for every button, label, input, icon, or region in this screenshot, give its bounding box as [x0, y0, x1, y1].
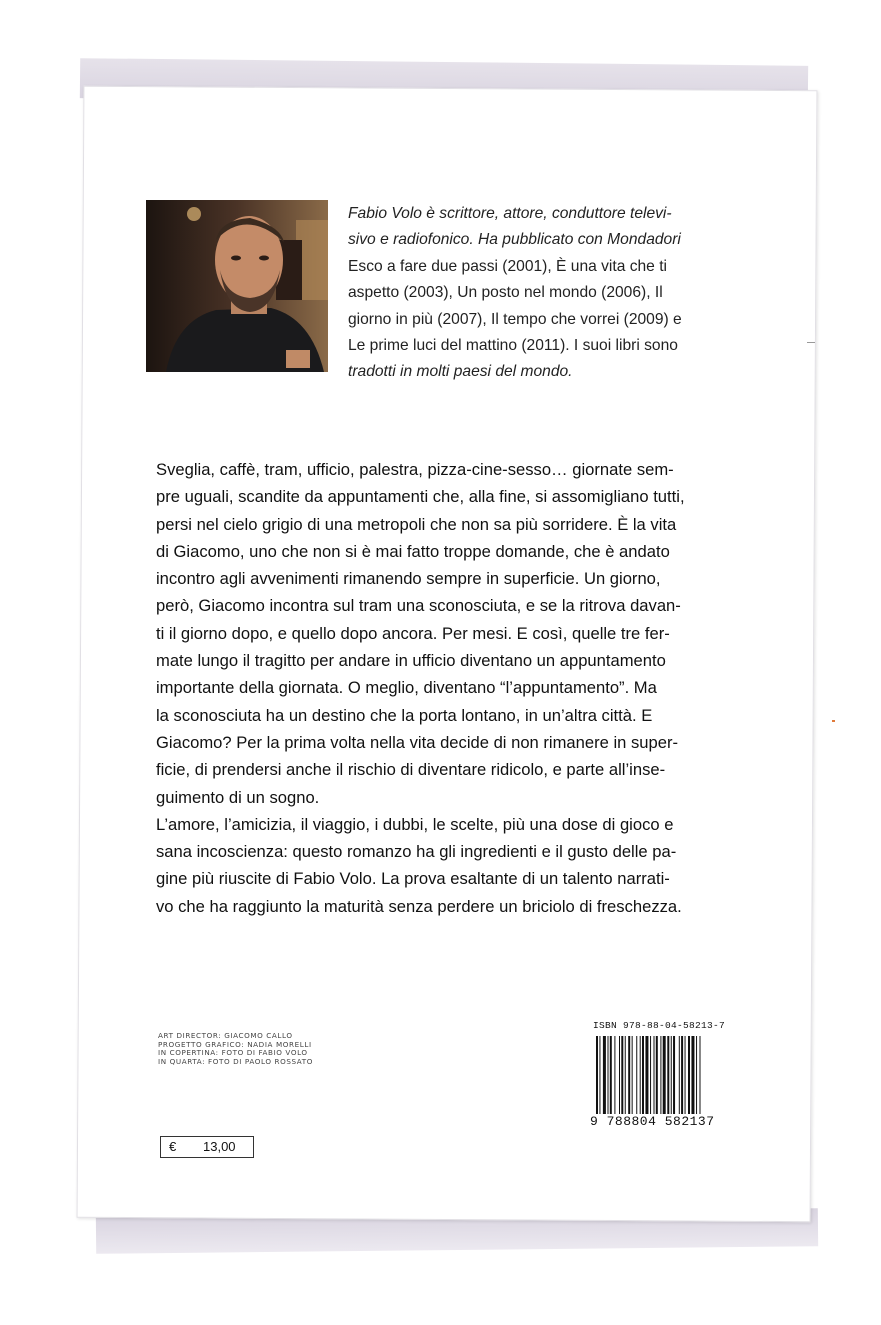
edge-mark [807, 342, 815, 343]
bio-line: tradotti in molti paesi del mondo. [348, 363, 573, 381]
book-blurb [156, 456, 784, 920]
credit-line: IN QUARTA: FOTO DI PAOLO ROSSATO [158, 1056, 314, 1066]
bio-line: Le prime luci del mattino (2011). I suoi libri sono [348, 337, 678, 355]
barcode-digits: 9 788804 582137 [590, 1114, 715, 1129]
bio-line: sivo e radiofonico. Ha pubblicato con Mondadori [348, 231, 681, 249]
blurb-line: mate lungo il tragitto per andare in ufficio diventano un appuntamento [156, 651, 666, 671]
author-portrait-icon [146, 200, 328, 372]
blurb-line: persi nel cielo grigio di una metropoli che non sa più sorridere. È la vita [156, 514, 677, 534]
credit-line: PROGETTO GRAFICO: NADIA MORELLI [158, 1039, 312, 1049]
blurb-line: pre uguali, scandite da appuntamenti che, alla fine, si assomigliano tutti, [156, 487, 685, 507]
bio-line: Fabio Volo è scrittore, attore, conduttore televi- [348, 205, 672, 222]
blurb-line: la sconosciuta ha un destino che la porta lontano, in un’altra città. E [156, 705, 653, 725]
price-amount: 13,00 [203, 1139, 236, 1154]
blurb-line: sana incoscienza: questo romanzo ha gli ingredienti e il gusto delle pa- [156, 842, 677, 862]
blurb-line: però, Giacomo incontra sul tram una sconosciuta, e se la ritrova davan- [156, 596, 681, 616]
isbn-label: ISBN 978-88-04-58213-7 [593, 1020, 726, 1031]
speck [832, 720, 835, 722]
price-box [160, 1136, 254, 1158]
blurb-line: Giacomo? Per la prima volta nella vita decide di non rimanere in super- [156, 732, 679, 752]
credit-line: ART DIRECTOR: GIACOMO CALLO [158, 1031, 293, 1040]
price-currency: € [169, 1139, 177, 1154]
bio-line: giorno in più (2007), Il tempo che vorrei (2009) e [348, 310, 682, 328]
barcode-icon [596, 1036, 728, 1124]
bio-line: aspetto (2003), Un posto nel mondo (2006), Il [348, 284, 663, 302]
blurb-line: L’amore, l’amicizia, il viaggio, i dubbi, le scelte, più una dose di gioco e [156, 814, 674, 834]
blurb-line: importante della giornata. O meglio, diventano “l’appuntamento”. Ma [156, 678, 657, 698]
blurb-line: incontro agli avvenimenti rimanendo sempre in superficie. Un giorno, [156, 569, 661, 589]
blurb-line: vo che ha raggiunto la maturità senza perdere un briciolo di freschezza. [156, 896, 682, 916]
blurb-line: gine più riuscite di Fabio Volo. La prova esaltante di un talento narrati- [156, 869, 670, 889]
bio-line: Esco a fare due passi (2001), È una vita che ti [348, 257, 667, 275]
blurb-line: Sveglia, caffè, tram, ufficio, palestra, pizza-cine-sesso… giornate sem- [156, 460, 674, 479]
design-credits [158, 1032, 358, 1066]
author-photo [146, 200, 328, 372]
blurb-line: ficie, di prendersi anche il rischio di diventare ridicolo, e parte all’inse- [156, 760, 666, 780]
blurb-line: guimento di un sogno. [156, 787, 320, 807]
blurb-line: ti il giorno dopo, e quello dopo ancora. Per mesi. E così, quelle tre fer- [156, 623, 670, 643]
author-bio [348, 201, 766, 386]
blurb-line: di Giacomo, uno che non si è mai fatto troppe domande, che è andato [156, 541, 670, 561]
credit-line: IN COPERTINA: FOTO DI FABIO VOLO [158, 1048, 308, 1058]
